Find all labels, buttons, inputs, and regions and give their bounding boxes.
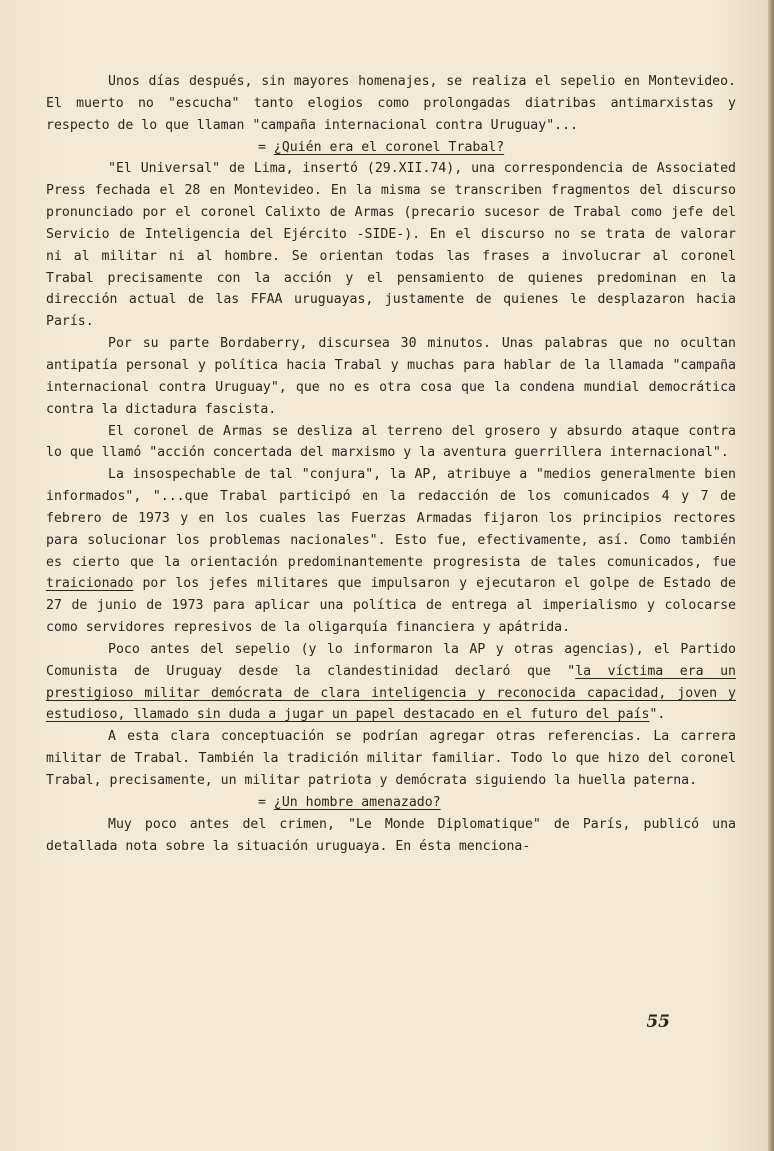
paragraph [46,726,736,792]
text-run: por los jefes militares que impulsaron y ejecutaron el golpe de Estado de 27 de junio de 1973 para aplicar una política de entrega al imperialismo y colocarse como servidores represivos de la oligarquía financiera y apátrida. [46,576,736,636]
heading-prefix: = [258,139,274,155]
section-heading [46,792,736,814]
paragraph [46,464,736,639]
paragraph [46,333,736,420]
paragraph [46,421,736,465]
text-run: Muy poco antes del crimen, "Le Monde Diplomatique" de París, publicó una detallada nota sobre la situación uruguaya. En ésta menciona- [46,816,736,854]
paragraph [46,639,736,726]
text-run: Poco antes del sepelio (y lo informaron la AP y otras agencias), el Partido Comunista de Uruguay desde la clandestinidad declaró que " [46,641,736,679]
section-heading [46,137,736,159]
paragraph [46,158,736,333]
heading-text: ¿Un hombre amenazado? [273,794,441,810]
text-run: "El Universal" de Lima, insertó (29.XII.74), una correspondencia de Associated Press fechada el 28 en Montevideo. En la misma se transcriben fragmentos del discurso pronunciado por el coronel Calixto de Armas (precario sucesor de Trabal como jefe del Servicio de Inteligencia del Ejército -SIDE-). En el discurso no se trata de valorar ni al militar ni al hombre. Se orientan todas las frases a involucrar al coronel Trabal precisamente con la acción y el pensamiento de quienes predominan en la dirección actual de las FFAA uruguayas, justamente de quienes le desplazaron hacia París. [46,161,736,330]
text-run: ". [649,707,666,723]
heading-prefix: = [258,794,274,810]
underlined-text-run: traicionado [46,576,134,592]
page-number: 55 [646,1012,670,1032]
text-run: Unos días después, sin mayores homenajes, se realiza el sepelio en Montevideo. El muerto no "escucha" tanto elogios como prolongadas diatribas antimarxistas y respecto de lo que llaman "campaña internacional contra Uruguay"... [46,74,736,133]
text-run: El coronel de Armas se desliza al terreno del grosero y absurdo ataque contra lo que llamó "acción concertada del marxismo y la aventura guerrillera internacional". [46,423,736,461]
text-run: Por su parte Bordaberry, discursea 30 minutos. Unas palabras que no ocultan antipatía personal y política hacia Trabal y muchas para hablar de la llamada "campaña internacional contra Uruguay", que no es otra cosa que la condena mundial democrática contra la dictadura fascista. [46,336,736,417]
paragraph [46,814,736,858]
text-run: A esta clara conceptuación se podrían agregar otras referencias. La carrera militar de Trabal. También la tradición militar familiar. Todo lo que hizo del coronel Trabal, precisamente, un militar patriota y demócrata siguiendo la huella paterna. [46,729,736,788]
underlined-quote: la víctima era un prestigioso militar demócrata de clara inteligencia y reconocida capacidad, joven y estudioso, llamado sin duda a jugar un papel destacado en el futuro del país [46,663,736,723]
heading-text: ¿Quién era el coronel Trabal? [273,139,505,155]
page-edge-shadow [768,0,774,1151]
body-text [46,71,736,857]
text-run: La insospechable de tal "conjura", la AP, atribuye a "medios generalmente bien informados", "...que Trabal participó en la redacción de los comunicados 4 y 7 de febrero de 1973 y en los cuales las Fuerzas Armadas fijaron los principios rectores para solucionar los problemas nacionales". Esto fue, efectivamente, así. Como también es cierto que la orientación predominantemente progresista de tales comunicados, fue [46,467,736,570]
paragraph [46,71,736,137]
